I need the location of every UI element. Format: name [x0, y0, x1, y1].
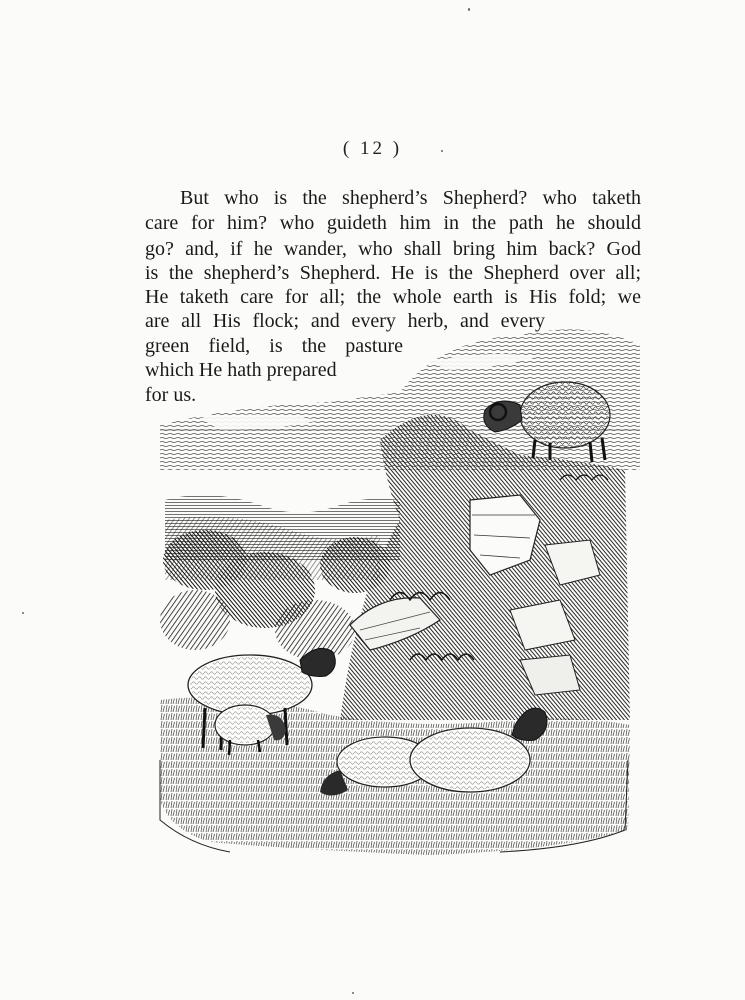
text-line-7: green field, is the pasture	[145, 335, 403, 357]
paper-speck	[468, 8, 470, 11]
paper-speck	[441, 150, 443, 152]
text-line-6: are all His flock; and every herb, and every	[145, 310, 545, 332]
paper-speck	[22, 612, 24, 614]
text-line-3: go? and, if he wander, who shall bring him back? God	[145, 238, 641, 260]
page-number: ( 12 )	[342, 138, 403, 159]
text-line-8: which He hath prepared	[145, 359, 337, 381]
text-line-9: for us.	[145, 384, 197, 406]
text-line-2: care for him? who guideth him in the path he should	[145, 212, 641, 234]
text-line-5: He taketh care for all; the whole earth is His fold; we	[145, 286, 641, 308]
text-line-1: But who is the shepherd’s Shepherd? who taketh	[180, 187, 641, 209]
text-line-4: is the shepherd’s Shepherd. He is the Shepherd over all;	[145, 262, 641, 284]
paper-speck	[352, 992, 354, 994]
